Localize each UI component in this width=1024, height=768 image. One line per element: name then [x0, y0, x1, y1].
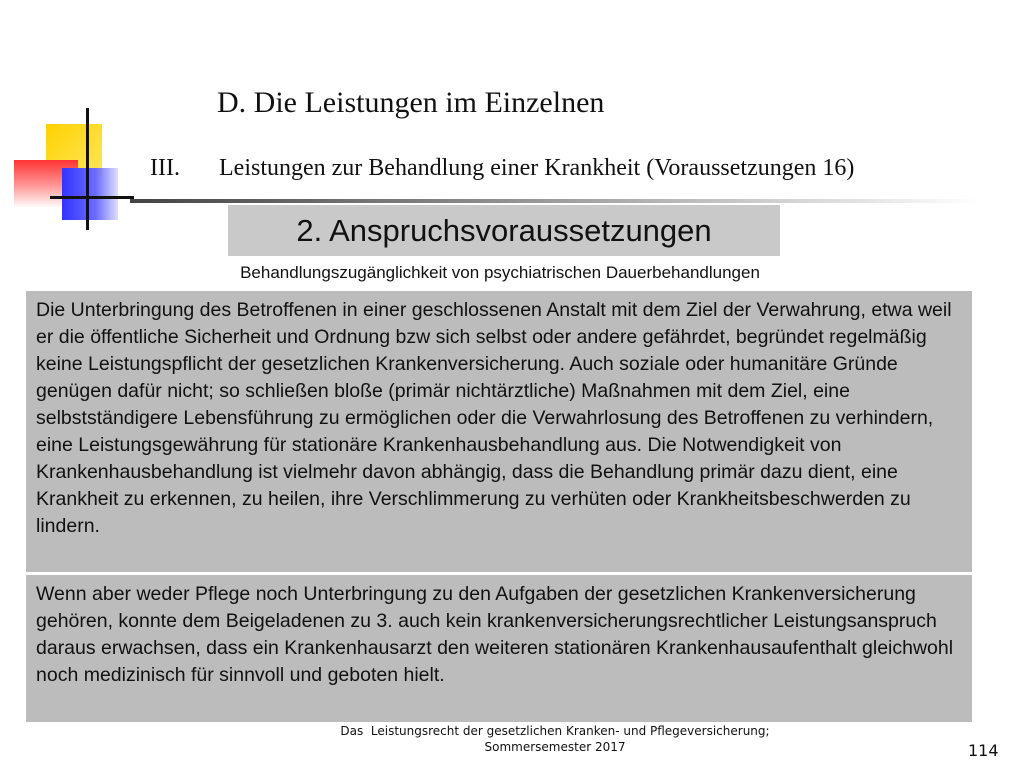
section-heading: 2. Anspruchsvoraussetzungen: [296, 212, 712, 248]
paragraph-2: Wenn aber weder Pflege noch Unterbringung zu den Aufgaben der gesetzlichen Krankenversicherung gehören, konnte dem Beigeladenen zu 3. auch kein krankenversicherungsrechtlicher Leistungsanspruch daraus erwachsen, dass ein Krankenhausarzt den weiteren stationären Krankenhausaufenthalt gleichwohl noch medizinisch für sinnvoll und geboten hielt.: [36, 583, 954, 686]
section-heading-box: [228, 205, 780, 256]
logo-vertical-line: [86, 108, 89, 230]
text-box-1: [26, 291, 972, 572]
footer-line-2: Sommersemester 2017: [484, 740, 626, 754]
text-box-2: [26, 575, 972, 722]
paragraph-1: Die Unterbringung des Betroffenen in einer geschlossenen Anstalt mit dem Ziel der Verwahrung, etwa weil er die öffentliche Sicherheit und Ordnung bzw sich selbst oder andere gefährdet, begründet regelmäßig keine Leistungspflicht der gesetzlichen Krankenversicherung. Auch soziale oder humanitäre Gründe genügen dafür nicht; so schließen bloße (primär nichtärztliche) Maßnahmen mit dem Ziel, eine selbstständigere Lebensführung zu ermöglichen oder die Verwahrlosung des Betroffenen zu verhindern, eine Leistungsgewährung für stationäre Krankenhausbehandlung aus. Die Notwendigkeit von Krankenhausbehandlung ist vielmehr davon abhängig, dass die Behandlung primär dazu dient, eine Krankheit zu erkennen, zu heilen, ihre Verschlimmerung zu verhüten oder Krankheitsbeschwerden zu lindern.: [36, 299, 952, 537]
slide-title: D. Die Leistungen im Einzelnen: [217, 86, 605, 119]
title-divider: [130, 199, 980, 203]
footer-line-1: Das Leistungsrecht der gesetzlichen Kranken- und Pflegeversicherung;: [340, 724, 770, 738]
topic-line: Behandlungszugänglichkeit von psychiatrischen Dauerbehandlungen: [240, 263, 760, 282]
subtitle-number: III.: [150, 155, 180, 181]
logo-blue-square: [62, 168, 118, 220]
page-number: 114: [968, 741, 999, 760]
footer: [300, 723, 810, 755]
logo-horizontal-line: [50, 196, 134, 199]
subtitle-text: Leistungen zur Behandlung einer Krankheit (Voraussetzungen 16): [219, 155, 855, 181]
